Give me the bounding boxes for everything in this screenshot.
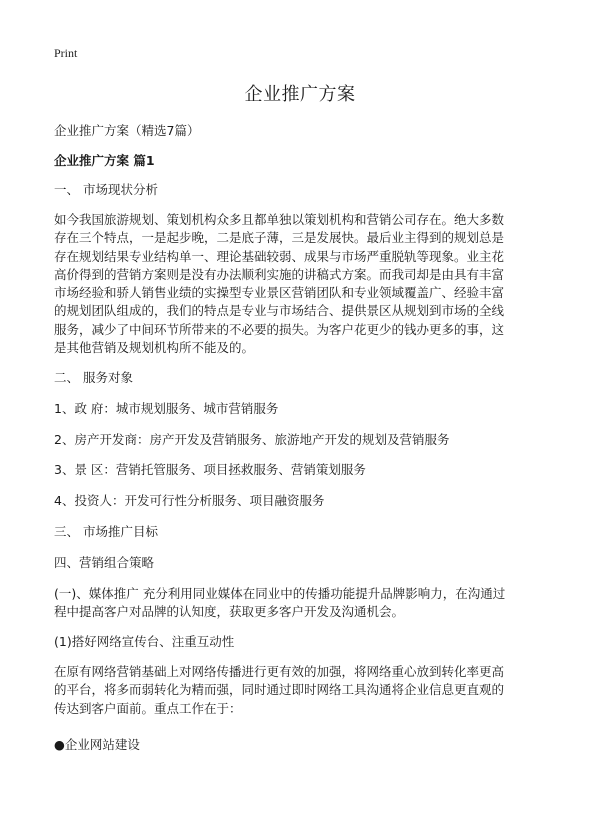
- heading-market-analysis: 一、 市场现状分析: [54, 182, 158, 197]
- heading-marketing-strategy: 四、营销组合策略: [54, 555, 155, 570]
- list-item-developer: 2、房产开发商：房产开发及营销服务、旅游地产开发的规划及营销服务: [54, 432, 450, 447]
- document-subtitle: 企业推广方案（精选7篇）: [54, 123, 200, 138]
- subheading-network-promotion: (1)搭好网络宣传台、注重互动性: [54, 634, 235, 649]
- paragraph-line: 存在三个特点，一是起步晚，二是底子薄，三是发展快。最后业主得到的规划总是: [54, 230, 505, 246]
- list-item-government: 1、政 府：城市规划服务、城市营销服务: [54, 401, 279, 416]
- section-title: 企业推广方案 篇1: [54, 153, 155, 168]
- paragraph-line: (一)、媒体推广 充分利用同业媒体在同业中的传播功能提升品牌影响力，在沟通过: [54, 586, 506, 601]
- bullet-website-construction: ●企业网站建设: [54, 737, 140, 752]
- document-title: 企业推广方案: [244, 84, 356, 105]
- paragraph-line: 传达到客户面前。重点工作在于：: [54, 700, 242, 716]
- paragraph-line: 是其他营销及规划机构所不能及的。: [54, 340, 255, 356]
- paragraph-line: 服务，减少了中间环节所带来的不必要的损失。为客户花更少的钱办更多的事，这: [54, 321, 505, 337]
- paragraph-market-analysis: [54, 211, 554, 357]
- list-item-investor: 4、投资人：开发可行性分析服务、项目融资服务: [54, 493, 325, 508]
- heading-service-targets: 二、 服务对象: [54, 370, 133, 385]
- heading-promotion-goals: 三、 市场推广目标: [54, 524, 158, 539]
- paragraph-line: 的平台，将多而弱转化为精而强，同时通过即时网络工具沟通将企业信息更直观的: [54, 682, 505, 698]
- paragraph-network-marketing: [54, 663, 554, 718]
- paragraph-line: 程中提高客户对品牌的认知度，获取更多客户开发及沟通机会。: [54, 604, 405, 620]
- paragraph-line: 在原有网络营销基础上对网络传播进行更有效的加强，将网络重心放到转化率更高: [54, 664, 505, 679]
- list-item-scenic-area: 3、景 区：营销托管服务、项目拯救服务、营销策划服务: [54, 462, 366, 477]
- print-link[interactable]: Print: [54, 46, 78, 60]
- paragraph-line: 的规划团队组成的，我们的特点是专业与市场结合、提供景区从规划到市场的全线: [54, 303, 505, 319]
- paragraph-line: 市场经验和骄人销售业绩的实操型专业景区营销团队和专业领域覆盖广、经验丰富: [54, 285, 505, 301]
- paragraph-line: 存在规划结果专业结构单一、理论基础较弱、成果与市场严重脱轨等现象。业主花: [54, 248, 505, 264]
- paragraph-media-promotion: [54, 585, 554, 622]
- paragraph-line: 如今我国旅游规划、策划机构众多且都单独以策划机构和营销公司存在。绝大多数: [54, 212, 505, 227]
- paragraph-line: 高价得到的营销方案则是没有办法顺利实施的讲稿式方案。而我司却是由具有丰富: [54, 266, 505, 282]
